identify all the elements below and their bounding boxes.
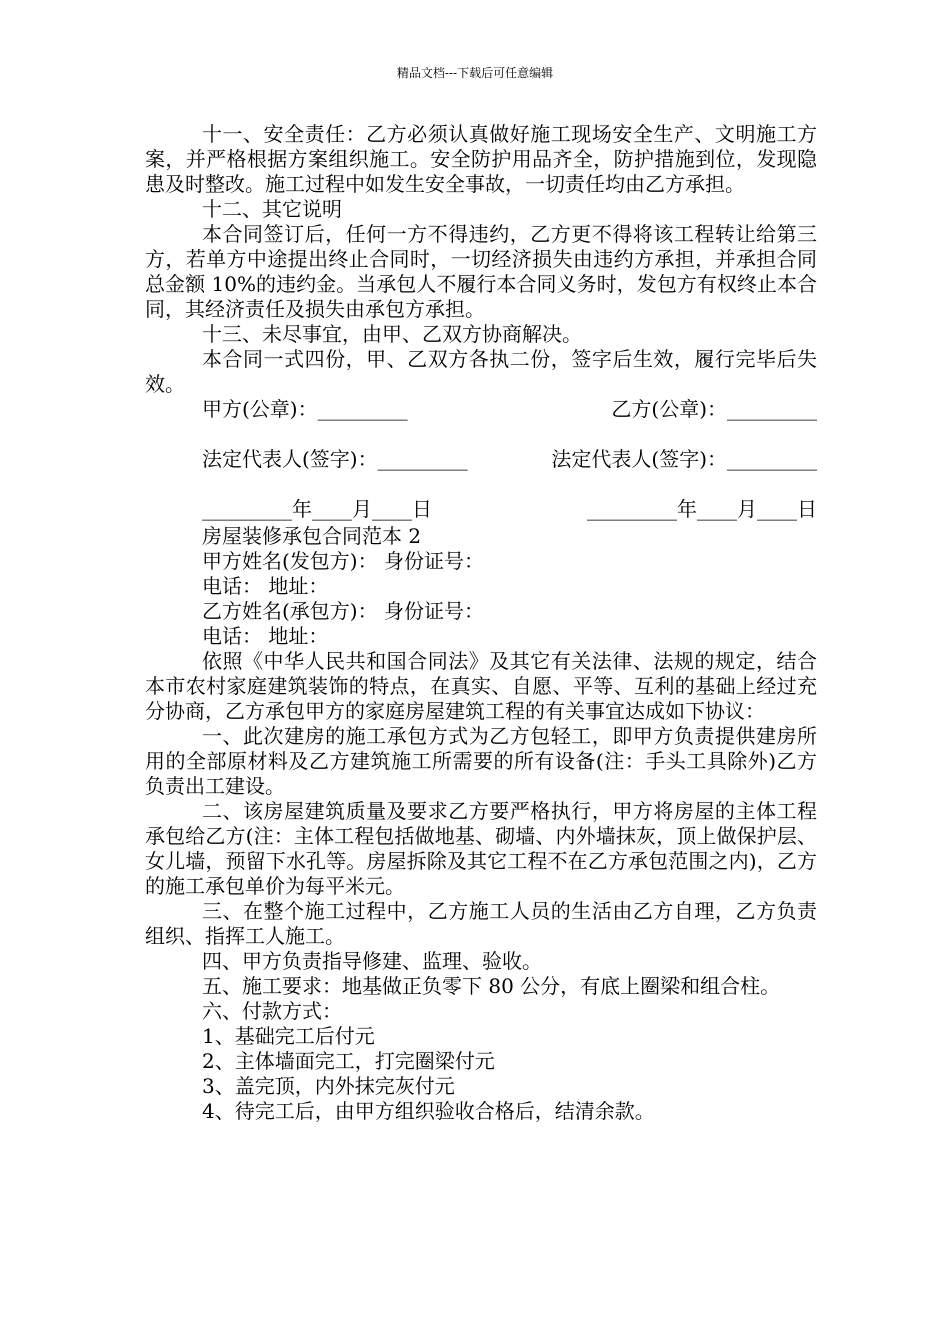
clause-12-heading: 十二、其它说明 (202, 197, 342, 221)
payment-1: 1、基础完工后付元 (202, 1024, 375, 1048)
representative-row (145, 447, 817, 472)
party-b-name-id: 乙方姓名(承包方)： 身份证号： (202, 599, 484, 623)
party-a-date: _________年____月____日 (202, 497, 432, 521)
copies-clause: 本合同一式四份，甲、乙双方各执二份，签字后生效，履行完毕后失效。 (145, 347, 817, 396)
party-a-phone-address: 电话： 地址： (202, 574, 329, 598)
document-body (145, 122, 817, 1124)
clause-1: 一、此次建房的施工承包方式为乙方包轻工，即甲方负责提供建房所用的全部原材料及乙方建筑施工所需要的所有设备(注：手头工具除外)乙方负责出工建设。 (145, 724, 817, 798)
party-a-representative: 法定代表人(签字)：_________ (202, 447, 468, 471)
page-header: 精品文档---下载后可任意编辑 (396, 66, 554, 80)
clause-4: 四、甲方负责指导修建、监理、验收。 (202, 949, 542, 973)
party-a-seal: 甲方(公章)：_________ (202, 397, 408, 421)
clause-11-safety: 十一、安全责任：乙方必须认真做好施工现场安全生产、文明施工方案，并严格根据方案组织施工。安全防护用品齐全，防护措施到位，发现隐患及时整改。施工过程中如发生安全事故，一切责任均由乙方承担。 (145, 122, 817, 196)
clause-13: 十三、未尽事宜，由甲、乙双方协商解决。 (202, 322, 582, 346)
payment-3: 3、盖完顶，内外抹完灰付元 (202, 1074, 455, 1098)
preamble: 依照《中华人民共和国合同法》及其它有关法律、法规的规定，结合本市农村家庭建筑装饰的特点，在真实、自愿、平等、互利的基础上经过充分协商，乙方承包甲方的家庭房屋建筑工程的有关事宜达成如下协议： (145, 649, 817, 723)
payment-4: 4、待完工后，由甲方组织验收合格后，结清余款。 (202, 1099, 655, 1123)
party-b-representative: 法定代表人(签字)：_________ (551, 447, 817, 471)
date-row (145, 497, 817, 522)
clause-3: 三、在整个施工过程中，乙方施工人员的生活由乙方自理，乙方负责组织、指挥工人施工。 (145, 899, 817, 948)
contract-2-title: 房屋装修承包合同范本 2 (202, 524, 422, 548)
clause-5: 五、施工要求：地基做正负零下 80 公分，有底上圈梁和组合柱。 (202, 974, 781, 998)
party-a-name-id: 甲方姓名(发包方)： 身份证号： (202, 549, 484, 573)
party-b-phone-address: 电话： 地址： (202, 624, 329, 648)
clause-12-text: 本合同签订后，任何一方不得违约，乙方更不得将该工程转让给第三方，若单方中途提出终止合同时，一切经济损失由违约方承担，并承担合同总金额 10%的违约金。当承包人不履行本合同义务时，发包方有权终止本合同，其经济责任及损失由承包方承担。 (145, 222, 817, 321)
seal-row (145, 397, 817, 422)
party-b-date: _________年____月____日 (587, 497, 817, 521)
party-b-seal: 乙方(公章)：_________ (611, 397, 817, 421)
payment-2: 2、主体墙面完工，打完圈梁付元 (202, 1049, 495, 1073)
clause-6-heading: 六、付款方式： (202, 999, 342, 1023)
clause-2: 二、该房屋建筑质量及要求乙方要严格执行，甲方将房屋的主体工程承包给乙方(注：主体工程包括做地基、砌墙、内外墙抹灰，顶上做保护层、女儿墙，预留下水孔等。房屋拆除及其它工程不在乙方承包范围之内)，乙方的施工承包单价为每平米元。 (145, 799, 817, 898)
